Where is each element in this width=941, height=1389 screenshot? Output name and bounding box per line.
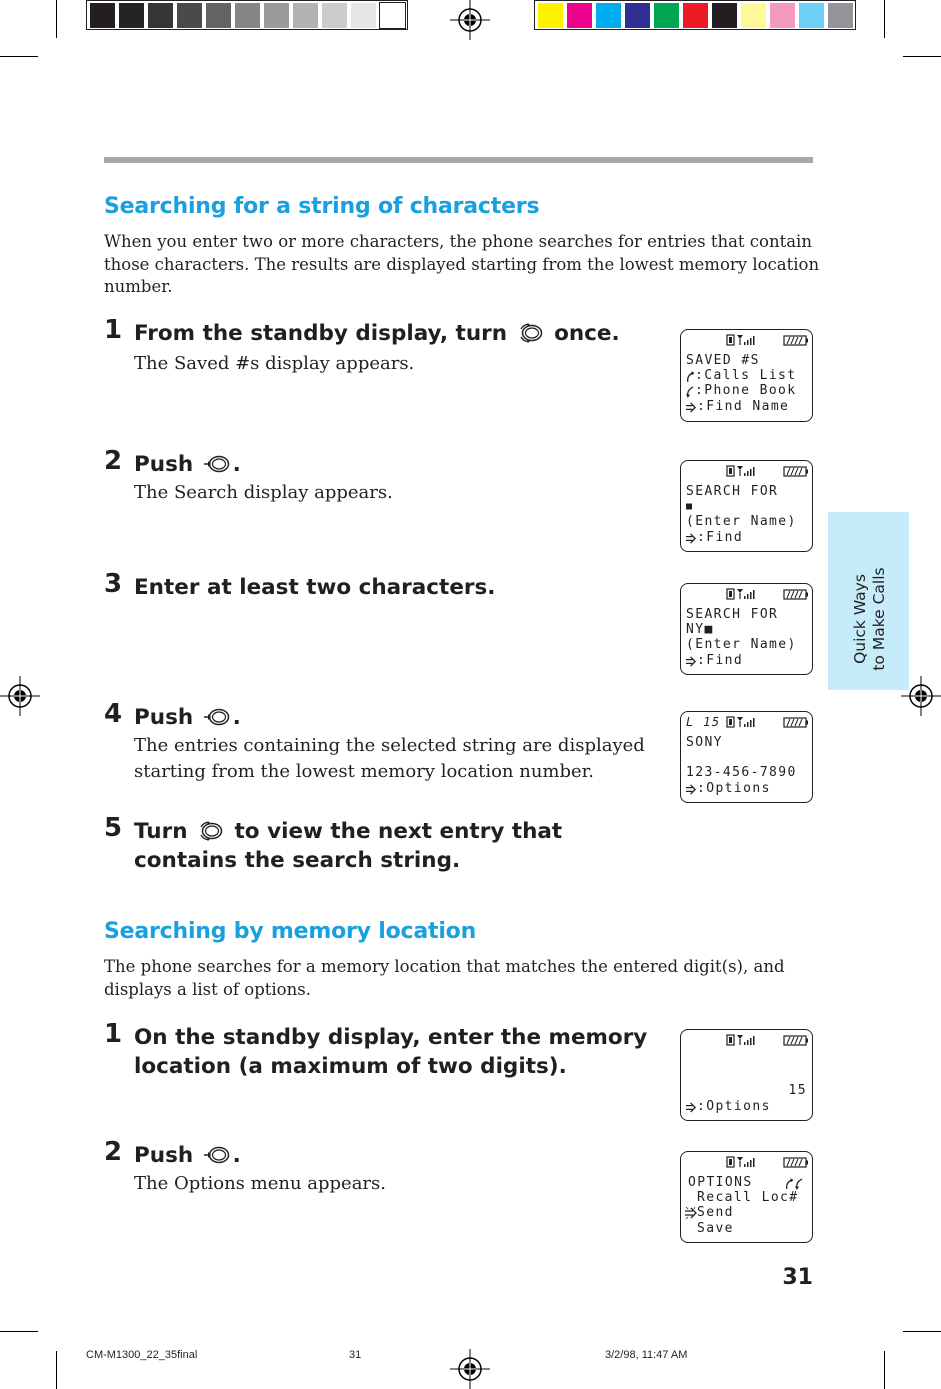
step-heading: Push . — [134, 705, 241, 730]
intro-line: those characters. The results are displayed starting from the lowest memory location — [104, 254, 820, 274]
grayscale-color-bar — [86, 0, 408, 30]
gray-swatch — [90, 3, 115, 28]
blinking-cursor-icon — [684, 1206, 698, 1220]
jog-dial-push-icon — [204, 707, 230, 727]
lcd-line: :Options — [697, 1099, 771, 1114]
section-intro — [104, 956, 785, 1001]
step-heading: Push . — [134, 452, 241, 477]
step-heading: Turn to view the next entry that contains the search string. — [134, 819, 563, 873]
lcd-line: SONY — [686, 735, 723, 750]
lcd-status-icons — [681, 334, 814, 348]
crop-mark — [0, 56, 38, 57]
color-swatch — [712, 3, 737, 28]
lcd-status-icons — [681, 1034, 814, 1048]
step-number: 4 — [104, 699, 123, 729]
step-heading: Push . — [134, 1143, 241, 1168]
step-heading: Enter at least two characters. — [134, 575, 496, 600]
lcd-line: :Find — [697, 530, 744, 545]
turn-down-icon — [686, 386, 695, 399]
gray-swatch — [206, 3, 231, 28]
lcd-line: NY■ — [686, 622, 714, 637]
gray-swatch — [264, 3, 289, 28]
lcd-saved-numbers — [680, 329, 813, 422]
lcd-line: (Enter Name) — [686, 637, 797, 652]
crop-mark — [903, 56, 941, 57]
gray-swatch — [177, 3, 202, 28]
lcd-status-icons — [681, 465, 814, 479]
step-number: 2 — [104, 1137, 123, 1167]
jog-dial-turn-icon — [198, 821, 224, 841]
slug-page: 31 — [349, 1349, 362, 1361]
gray-swatch — [235, 3, 260, 28]
gray-swatch — [380, 3, 405, 28]
gray-swatch — [351, 3, 376, 28]
color-swatch — [654, 3, 679, 28]
turn-up-icon — [686, 371, 695, 384]
jog-dial-push-icon — [204, 1145, 230, 1165]
lcd-line: 123-456-7890 — [686, 765, 797, 780]
lcd-line: OPTIONS — [688, 1175, 753, 1190]
color-swatch — [567, 3, 592, 28]
gray-swatch — [119, 3, 144, 28]
registration-mark-top-icon — [450, 0, 490, 40]
lcd-line: Send — [697, 1205, 734, 1220]
step-body: The Options menu appears. — [134, 1173, 386, 1194]
gray-swatch — [322, 3, 347, 28]
jog-dial-push-icon — [204, 454, 230, 474]
section-title-string-search: Searching for a string of characters — [104, 194, 540, 219]
lcd-line: SEARCH FOR — [686, 484, 779, 499]
registration-mark-bottom-icon — [450, 1349, 490, 1389]
step-number: 1 — [104, 315, 123, 345]
lcd-line: (Enter Name) — [686, 514, 797, 529]
step-body: The Saved #s display appears. — [134, 353, 415, 374]
crop-mark — [884, 0, 885, 38]
slug-date: 3/2/98, 11:47 AM — [605, 1349, 688, 1361]
lcd-line: :Find Name — [697, 399, 790, 414]
jog-dial-turn-icon — [518, 323, 544, 343]
crop-mark — [903, 1331, 941, 1332]
crop-mark — [884, 1351, 885, 1389]
push-arrow-icon — [686, 784, 697, 795]
push-arrow-icon — [686, 533, 697, 544]
lcd-line: :Options — [697, 781, 771, 796]
step-number: 1 — [104, 1019, 123, 1049]
step-body: The entries containing the selected string are displayed starting from the lowest memory location number. — [134, 735, 645, 782]
lcd-options-menu — [680, 1151, 813, 1243]
lcd-line: SEARCH FOR — [686, 607, 779, 622]
slug-file-name: CM-M1300_22_35final — [86, 1349, 198, 1361]
registration-mark-left-icon — [0, 676, 40, 716]
page-number: 31 — [782, 1265, 813, 1290]
lcd-line: SAVED #S — [686, 353, 760, 368]
lcd-line: 15 — [788, 1083, 807, 1098]
gray-swatch — [148, 3, 173, 28]
push-arrow-icon — [686, 1102, 697, 1113]
color-swatch — [538, 3, 563, 28]
color-swatch — [770, 3, 795, 28]
lcd-line: :Find — [697, 653, 744, 668]
lcd-memory-tag: L 15 — [686, 715, 721, 729]
step-number: 2 — [104, 446, 123, 476]
color-swatch — [741, 3, 766, 28]
header-rule — [104, 157, 813, 163]
intro-line: displays a list of options. — [104, 979, 311, 999]
lcd-cursor: ■ — [686, 501, 694, 512]
color-swatch — [596, 3, 621, 28]
intro-line: The phone searches for a memory location that matches the entered digit(s), and — [104, 957, 785, 976]
step-body: The Search display appears. — [134, 482, 393, 503]
crop-mark — [0, 1331, 38, 1332]
step-number: 3 — [104, 569, 123, 599]
color-swatch — [828, 3, 853, 28]
step-heading: On the standby display, enter the memory location (a maximum of two digits). — [134, 1025, 648, 1079]
color-swatch — [683, 3, 708, 28]
lcd-status-icons — [681, 588, 814, 602]
lcd-search-result — [680, 711, 813, 803]
lcd-line: :Phone Book — [695, 383, 797, 398]
push-arrow-icon — [686, 402, 697, 413]
gray-swatch — [293, 3, 318, 28]
process-color-bar — [534, 0, 856, 30]
section-title-memory-search: Searching by memory location — [104, 919, 477, 944]
push-arrow-icon — [686, 656, 697, 667]
crop-mark — [56, 0, 57, 38]
section-intro — [104, 231, 819, 299]
lcd-search-empty — [680, 460, 813, 552]
lcd-search-ny — [680, 583, 813, 675]
lcd-line: Recall Loc# — [697, 1190, 799, 1205]
color-swatch — [799, 3, 824, 28]
lcd-line: :Calls List — [695, 368, 797, 383]
chapter-side-tab-label: Quick Ways to Make Calls — [851, 567, 888, 671]
lcd-memory-entry — [680, 1029, 813, 1121]
intro-line: number. — [104, 277, 173, 296]
crop-mark — [56, 1351, 57, 1389]
step-number: 5 — [104, 813, 123, 843]
intro-line: When you enter two or more characters, the phone searches for entries that contain — [104, 232, 812, 251]
lcd-status-icons — [681, 1156, 814, 1170]
color-swatch — [625, 3, 650, 28]
lcd-line: Save — [697, 1221, 734, 1236]
step-heading: From the standby display, turn once. — [134, 321, 620, 346]
